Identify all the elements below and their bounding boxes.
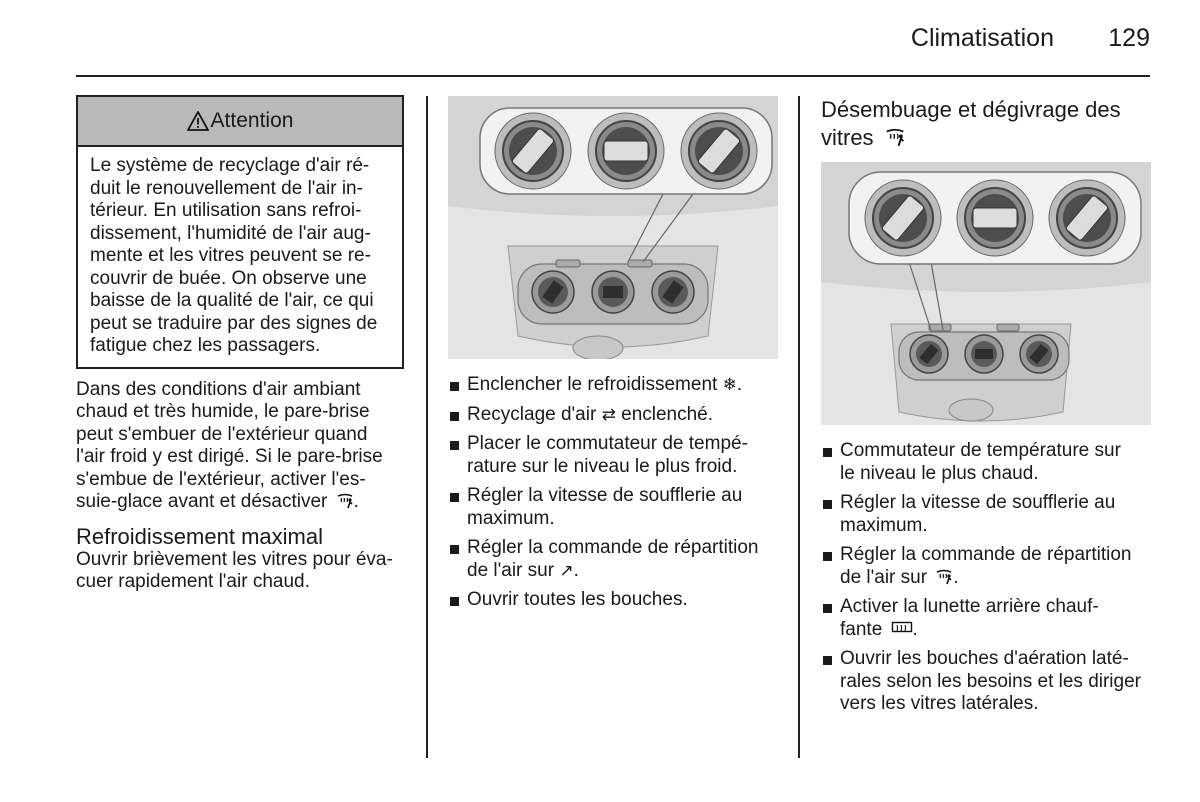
list-item: Commutateur de température sur le niveau le plus chaud.: [821, 440, 1151, 485]
warning-line: Le système de recyclage d'air ré-: [90, 155, 370, 176]
section-text: [76, 549, 404, 594]
bullet-marker: [450, 545, 459, 554]
warning-line: baisse de la qualité de l'air, ce qui: [90, 290, 374, 311]
section-line: cuer rapidement l'air chaud.: [76, 571, 310, 592]
bullet-marker: [450, 597, 459, 606]
windscreen-defrost-icon: [884, 128, 906, 147]
warning-title: Attention: [210, 108, 294, 132]
list-item: Placer le commutateur de tempé- rature sur le niveau le plus froid.: [448, 433, 778, 478]
list-item: Régler la vitesse de soufflerie au maximum.: [448, 485, 778, 530]
warning-line: duit le renouvellement de l'air in-: [90, 177, 363, 199]
warning-triangle-icon: [187, 111, 209, 131]
section-heading: Refroidissement maximal: [76, 523, 323, 549]
header-divider: [76, 75, 1150, 77]
page-number: 129: [1108, 24, 1150, 52]
column-1: [76, 95, 404, 594]
list-item: Activer la lunette arrière chauf- fante .: [821, 596, 1151, 641]
instruction-list: [821, 440, 1151, 716]
page-title: Climatisation: [910, 24, 1054, 52]
list-item: Enclencher le refroidissement ❄.: [448, 374, 778, 397]
warning-body: [78, 147, 402, 367]
warning-header: [78, 97, 402, 147]
windscreen-defrost-icon: [336, 493, 354, 509]
warning-line: couvrir de buée. On observe une: [90, 267, 367, 289]
climate-control-figure: [821, 162, 1151, 425]
bullet-marker: [450, 441, 459, 450]
warning-line: fatigue chez les passagers.: [90, 335, 321, 356]
bullet-marker: [823, 656, 832, 665]
column-divider: [798, 96, 800, 758]
climate-control-figure: [448, 96, 778, 359]
paragraph-line: Dans des conditions d'air ambiant: [76, 378, 361, 400]
warning-box: [76, 95, 404, 369]
paragraph-line: s'embue de l'extérieur, activer l'es-: [76, 468, 366, 490]
bullet-marker: [823, 448, 832, 457]
column-divider: [426, 96, 428, 758]
body-paragraph: [76, 379, 404, 514]
list-item: Ouvrir les bouches d'aération laté- rales selon les besoins et les diriger vers les vitres latérales.: [821, 648, 1151, 716]
paragraph-line-last: suie-glace avant et désactiver .: [76, 491, 359, 512]
bullet-marker: [823, 552, 832, 561]
list-item: Régler la commande de répartition de l'air sur .: [821, 544, 1151, 589]
warning-line: dissement, l'humidité de l'air aug-: [90, 222, 371, 244]
paragraph-line: peut s'embuer de l'extérieur quand: [76, 423, 368, 445]
paragraph-line: chaud et très humide, le pare-brise: [76, 401, 370, 422]
paragraph-line: l'air froid y est dirigé. Si le pare-brise: [76, 446, 383, 467]
bullet-marker: [823, 604, 832, 613]
column-3: [821, 96, 1151, 723]
warning-line: térieur. En utilisation sans refroi-: [90, 200, 362, 221]
windscreen-defrost-icon: [935, 569, 953, 585]
warning-line: peut se traduire par des signes de: [90, 312, 378, 334]
warning-line: mente et les vitres peuvent se re-: [90, 245, 371, 266]
bullet-marker: [450, 382, 459, 391]
list-item: Ouvrir toutes les bouches.: [448, 589, 778, 612]
climate-panel-illustration: [448, 96, 778, 359]
list-item: Recyclage d'air ⇄ enclenché.: [448, 404, 778, 427]
air-recirculation-icon: ⇄: [601, 404, 616, 425]
bullet-marker: [823, 500, 832, 509]
column-2: [448, 96, 778, 619]
list-item: Régler la commande de répartition de l'air sur ↗.: [448, 537, 778, 582]
climate-panel-illustration: [821, 162, 1151, 425]
section-heading: Désembuage et dégivrage des vitres: [821, 97, 1121, 150]
instruction-list: [448, 374, 778, 612]
list-item: Régler la vitesse de soufflerie au maximum.: [821, 492, 1151, 537]
snowflake-icon: ❄: [722, 375, 737, 395]
bullet-marker: [450, 412, 459, 421]
bullet-marker: [450, 493, 459, 502]
section-line: Ouvrir brièvement les vitres pour éva-: [76, 548, 393, 570]
rear-window-heating-icon: [891, 621, 913, 637]
air-distribution-feet-icon: ↗: [559, 560, 574, 581]
